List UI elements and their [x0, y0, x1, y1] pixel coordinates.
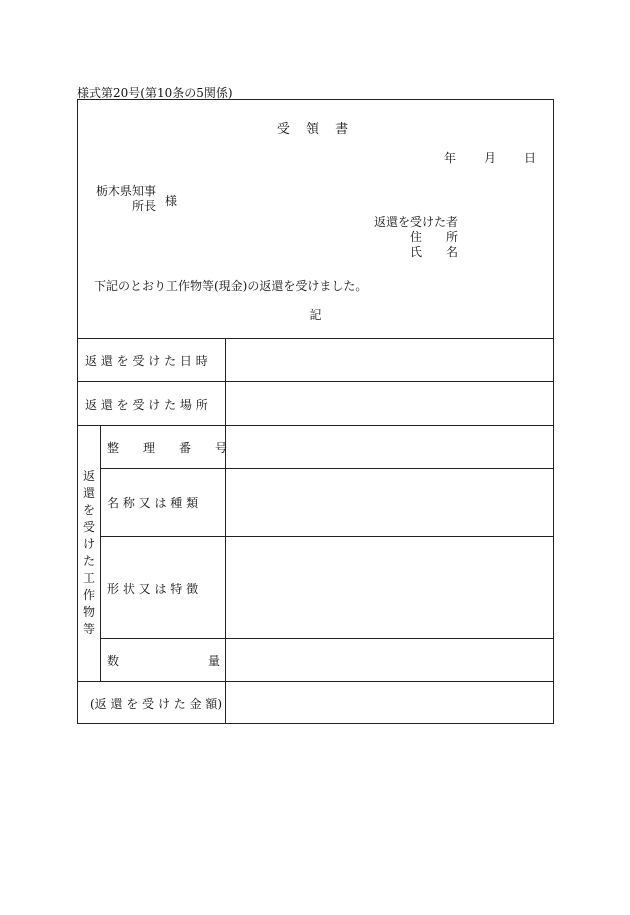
returned-items-group-label: [78, 425, 100, 681]
number-label: 整 理 番 号: [107, 441, 228, 455]
addressee-director: 所長: [132, 199, 157, 213]
row-divider: [78, 425, 553, 426]
quantity-label-left: 数: [107, 654, 120, 668]
group-char: 作: [82, 588, 95, 602]
group-char: 返: [82, 469, 95, 483]
date-line: [444, 149, 536, 166]
return-date-label: 返 還 を 受 け た 日 時: [85, 354, 208, 368]
row-divider: [100, 468, 553, 469]
addressee-honorific: 様: [165, 194, 178, 208]
table-top-rule: [78, 338, 553, 339]
group-char: け: [82, 537, 95, 551]
date-year: 年: [443, 151, 456, 165]
row-divider: [100, 536, 553, 537]
addressee: [96, 184, 156, 214]
form-number: 様式第20号(第10条の5関係): [77, 86, 233, 100]
body-text: 下記のとおり工作物等(現金)の返還を受けました。: [94, 279, 368, 293]
receiver-heading: 返還を受けた者: [374, 215, 459, 229]
addressee-governor: 栃木県知事: [96, 184, 157, 198]
amount-label: (返 還 を 受 け た 金 額): [90, 697, 223, 711]
name-type-label: 名 称 又 は 種 類: [107, 496, 199, 510]
date-day: 日: [523, 151, 536, 165]
date-month: 月: [483, 151, 496, 165]
group-char: 還: [82, 486, 95, 500]
row-divider: [78, 381, 553, 382]
shape-feature-label: 形 状 又 は 特 徴: [107, 582, 199, 596]
group-char: 等: [82, 622, 95, 636]
receiver-name-label: 氏 名: [410, 245, 459, 259]
group-char: た: [82, 554, 95, 568]
receiver-block: [374, 215, 458, 260]
form-title: 受 領 書: [276, 122, 355, 137]
column-divider: [225, 338, 226, 724]
group-char: 工: [82, 571, 95, 585]
return-place-label: 返 還 を 受 け た 場 所: [85, 398, 208, 412]
group-char: 物: [82, 605, 95, 619]
group-char: 受: [82, 520, 95, 534]
receipt-form: [77, 99, 554, 724]
group-char: を: [82, 503, 95, 517]
receiver-address-label: 住 所: [410, 230, 459, 244]
group-column-divider: [100, 425, 101, 681]
ki-label: 記: [309, 308, 322, 322]
row-divider: [78, 681, 553, 682]
quantity-label-right: 量: [208, 654, 221, 668]
row-divider: [100, 638, 553, 639]
